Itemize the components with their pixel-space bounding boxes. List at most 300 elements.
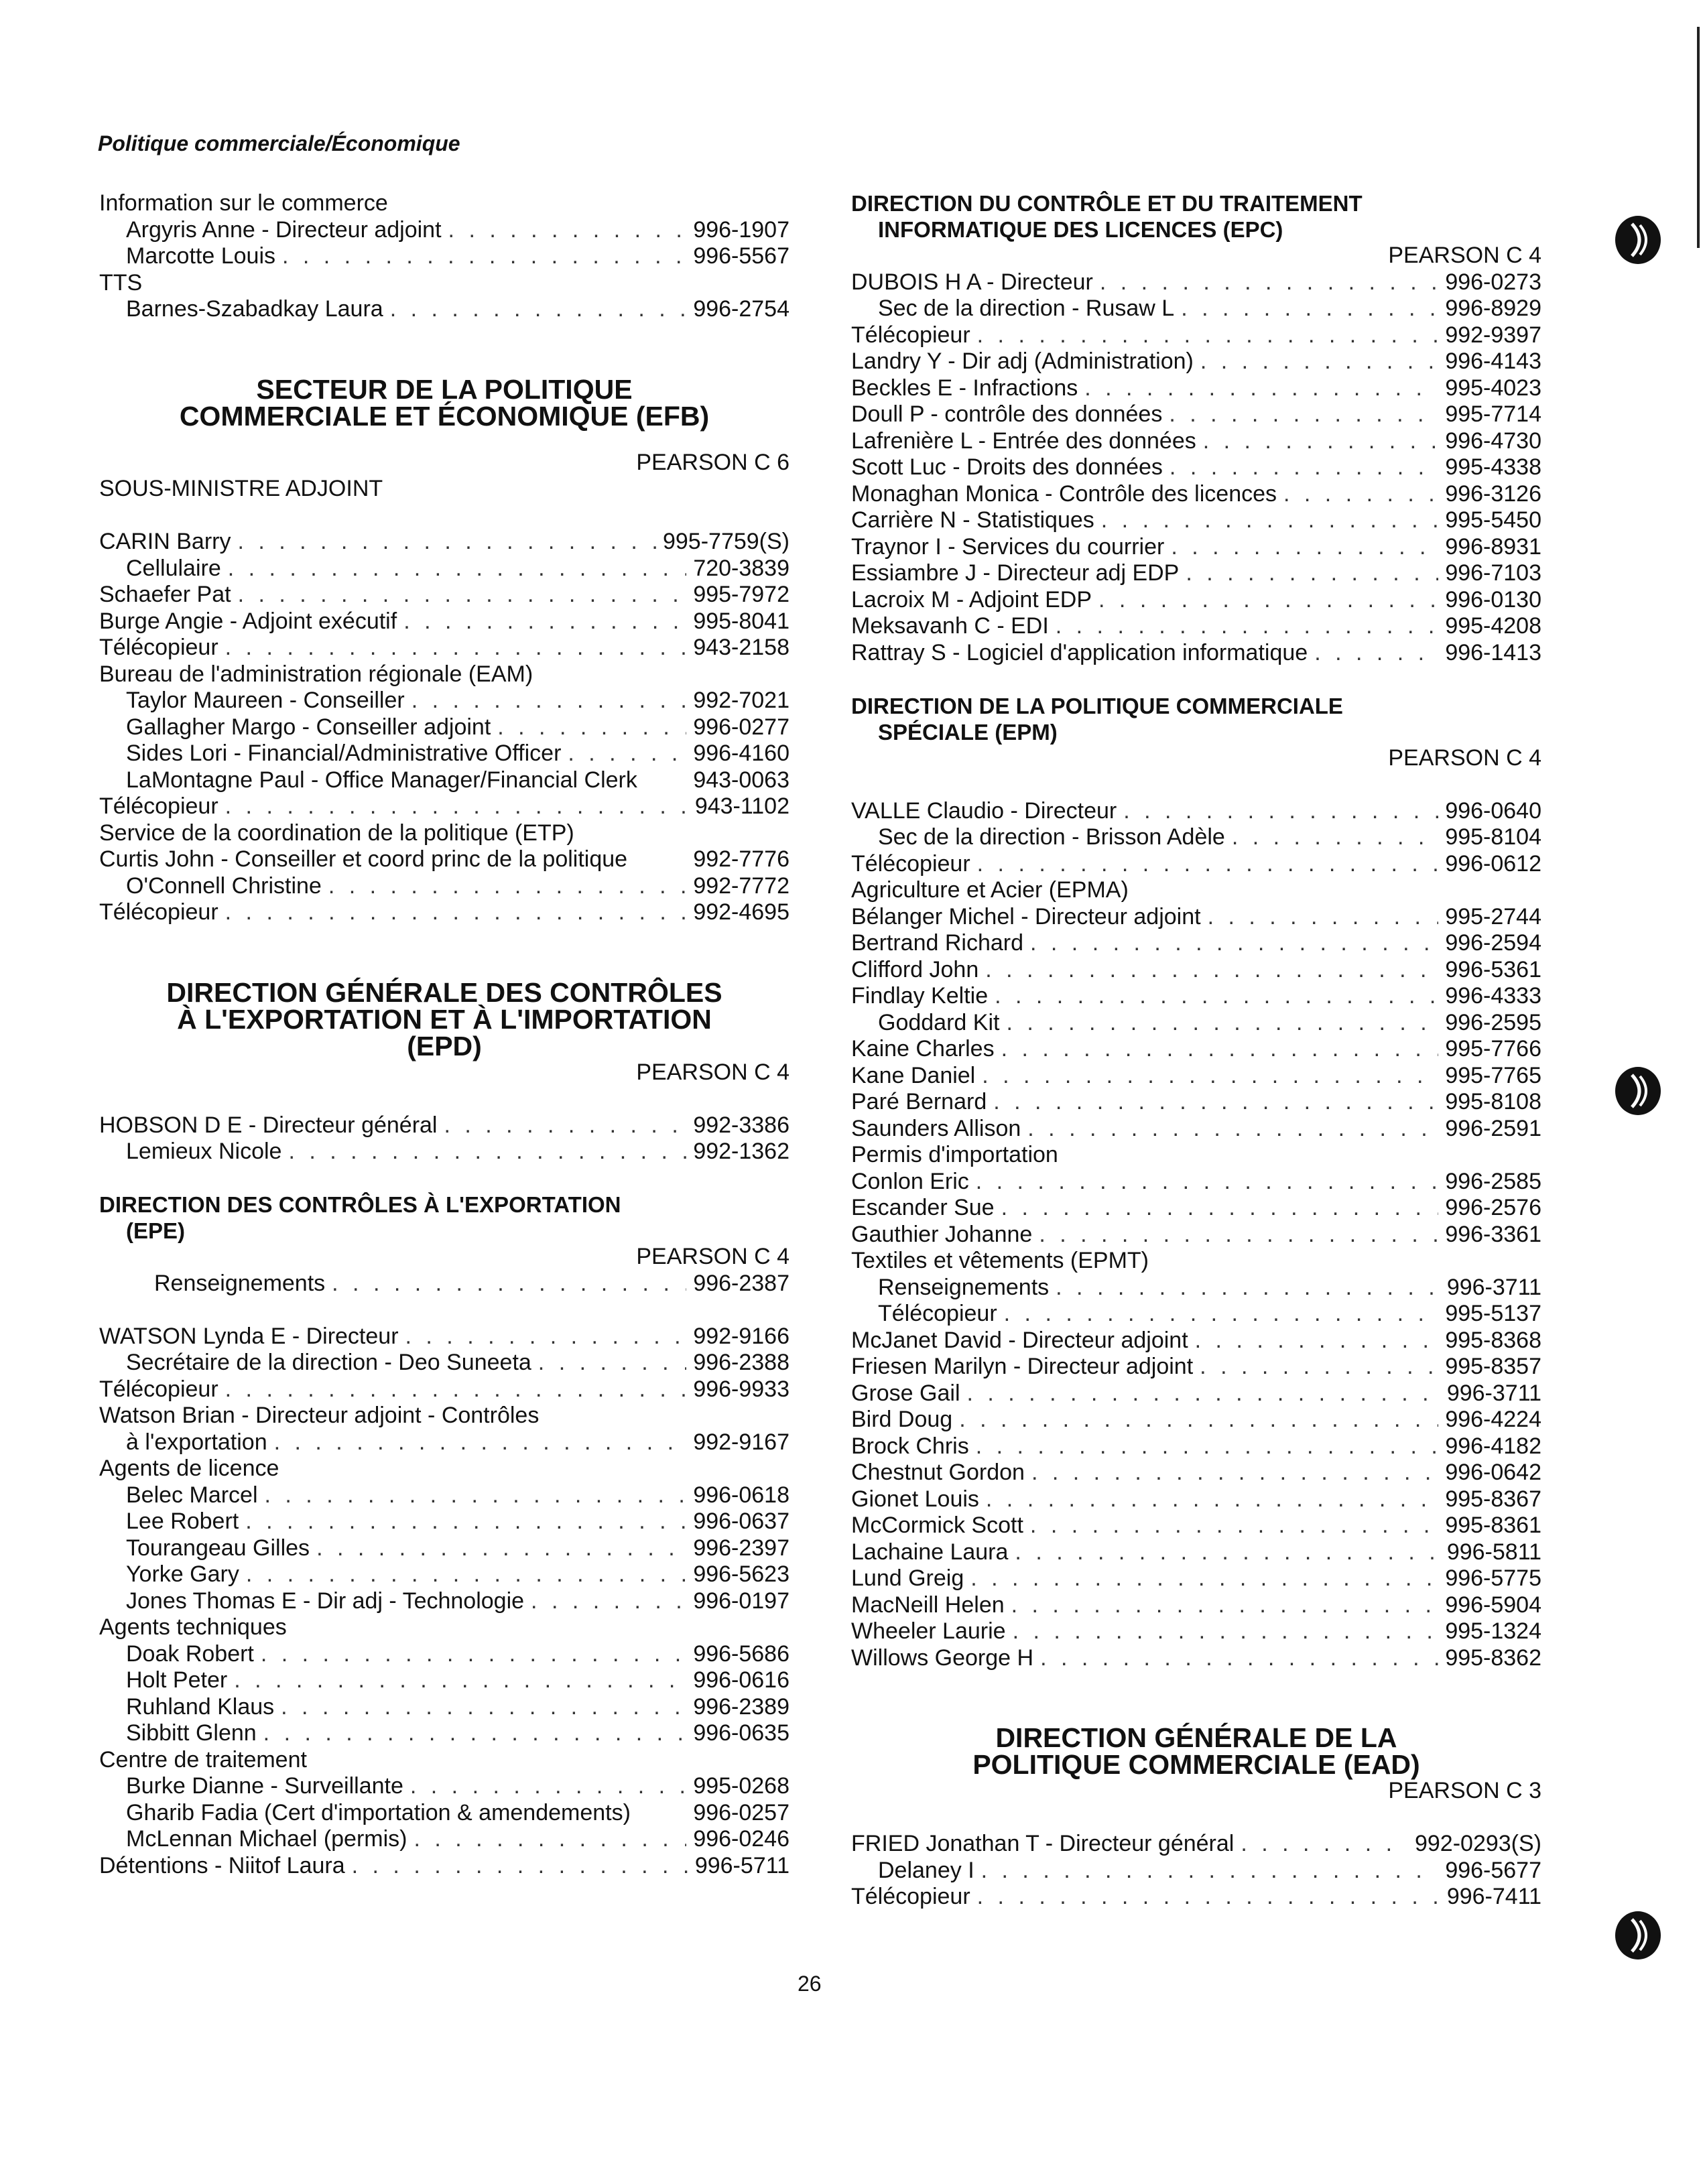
entry-phone: 996-0273	[1445, 269, 1541, 295]
entry-name: WATSON Lynda E - Directeur	[99, 1323, 399, 1349]
directory-entry	[851, 1063, 1541, 1090]
group-label: Information sur le commerce	[99, 190, 388, 216]
entry-phone: 996-2585	[1445, 1168, 1541, 1194]
entry-name: Doak Robert	[126, 1641, 254, 1667]
dot-leader	[261, 1641, 686, 1668]
entry-name: Curtis John - Conseiller et coord princ de la politique	[99, 846, 628, 872]
entry-phone: 995-7765	[1445, 1062, 1541, 1088]
entry-name: Burke Dianne - Surveillante	[126, 1773, 403, 1799]
entry-phone: 992-9166	[693, 1323, 790, 1349]
entry-name: Clifford John	[851, 956, 979, 982]
entry-phone: 992-4695	[693, 899, 790, 925]
entry-name: Friesen Marilyn - Directeur adjoint	[851, 1354, 1194, 1379]
entry-name: Renseignements	[878, 1274, 1050, 1300]
entry-phone: 992-9397	[1445, 322, 1541, 348]
section-title-line: DIRECTION GÉNÉRALE DES CONTRÔLES	[166, 976, 722, 1008]
location-label: PEARSON C 4	[1388, 745, 1541, 771]
section-epe	[99, 1192, 790, 1879]
dot-leader	[390, 296, 687, 323]
directory-entry	[851, 1460, 1541, 1486]
directory-entry	[851, 1354, 1541, 1380]
entry-name: Télécopieur	[99, 793, 218, 819]
entry-phone: 996-1907	[693, 216, 790, 243]
dot-leader	[1169, 401, 1438, 428]
entry-phone: 995-8357	[1445, 1354, 1541, 1379]
subsection-title-line: (EPE)	[126, 1218, 186, 1243]
directory-entry	[99, 556, 790, 582]
section-title-ead	[851, 1724, 1541, 1778]
entry-name: Marcotte Louis	[126, 243, 275, 269]
subsection-title-line: DIRECTION DES CONTRÔLES À L'EXPORTATION	[99, 1192, 621, 1217]
entry-phone: 996-0130	[1445, 586, 1541, 613]
directory-entry	[851, 1645, 1541, 1672]
directory-entry	[99, 1376, 790, 1403]
entry-name: Rattray S - Logiciel d'application informatique	[851, 639, 1308, 665]
group-label: Agriculture et Acier (EPMA)	[851, 877, 1129, 903]
dot-leader	[332, 1271, 686, 1297]
intro-block	[99, 190, 790, 323]
entry-phone: 995-4023	[1445, 375, 1541, 401]
entry-phone: 996-4333	[1445, 983, 1541, 1009]
group-label: TTS	[99, 269, 143, 296]
entry-name: Willows George H	[851, 1645, 1034, 1671]
directory-entry	[99, 529, 790, 556]
entry-phone: 996-2387	[693, 1270, 790, 1296]
entry-name: Lund Greig	[851, 1565, 964, 1591]
dot-leader	[993, 1089, 1438, 1116]
location-label: PEARSON C 4	[636, 1059, 790, 1085]
dot-leader	[1171, 534, 1438, 561]
entry-phone: 996-0246	[693, 1826, 790, 1852]
entry-phone: 996-5686	[693, 1641, 790, 1667]
spacer	[99, 1297, 790, 1324]
entry-phone: 996-0197	[693, 1588, 790, 1614]
entry-phone: 995-8368	[1445, 1327, 1541, 1353]
entry-phone: 996-2397	[693, 1535, 790, 1561]
entry-phone: 995-8104	[1445, 824, 1541, 850]
subsection-title-line: INFORMATIQUE DES LICENCES (EPC)	[878, 217, 1283, 242]
entry-phone: 995-5450	[1445, 507, 1541, 533]
entry-name: Gionet Louis	[851, 1486, 979, 1512]
entry-name: Tourangeau Gilles	[126, 1535, 310, 1561]
directory-entry	[99, 608, 790, 635]
entry-phone: 995-5137	[1445, 1301, 1541, 1326]
directory-entry	[851, 824, 1541, 851]
dot-leader	[995, 983, 1438, 1010]
entry-phone: 995-7972	[693, 582, 790, 607]
entry-name: McLennan Michael (permis)	[126, 1826, 407, 1852]
spacer	[99, 926, 790, 979]
entry-name: Gharib Fadia (Cert d'importation & amendements)	[126, 1799, 631, 1825]
dot-leader	[982, 1063, 1438, 1090]
section-title-line: SECTEUR DE LA POLITIQUE	[256, 373, 633, 405]
section-title-line: POLITIQUE COMMERCIALE (EAD)	[972, 1749, 1420, 1780]
entry-phone: 995-8367	[1445, 1486, 1541, 1512]
spacer	[851, 666, 1541, 693]
entry-phone: 995-1324	[1445, 1618, 1541, 1644]
entry-name: Burge Angie - Adjoint exécutif	[99, 608, 397, 634]
directory-entry	[99, 1853, 790, 1880]
punch-hole-icon	[1612, 1909, 1664, 1962]
entry-phone: 996-7411	[1446, 1884, 1541, 1909]
directory-entry	[851, 1380, 1541, 1407]
entry-name: O'Connell Christine	[126, 873, 322, 899]
dot-leader	[1101, 507, 1439, 534]
dot-leader	[1040, 1645, 1438, 1672]
location-label: PEARSON C 3	[1388, 1778, 1541, 1803]
entry-phone: 995-2744	[1445, 903, 1541, 929]
dot-leader	[1241, 1831, 1408, 1858]
entry-name: McCormick Scott	[851, 1513, 1023, 1538]
group-label: Permis d'importation	[851, 1142, 1058, 1167]
entry-name: McJanet David - Directeur adjoint	[851, 1327, 1188, 1353]
directory-entry	[851, 1301, 1541, 1328]
entry-name: Paré Bernard	[851, 1089, 987, 1114]
directory-entry	[851, 957, 1541, 984]
entry-name: Gauthier Johanne	[851, 1221, 1033, 1247]
entry-name: Schaefer Pat	[99, 582, 231, 607]
dot-leader	[414, 1826, 687, 1853]
group-label: Agents techniques	[99, 1614, 287, 1640]
directory-entry	[851, 454, 1541, 481]
directory-entry	[99, 741, 790, 767]
location-label: PEARSON C 4	[1388, 243, 1541, 268]
dot-leader	[1011, 1592, 1439, 1619]
group-label: Service de la coordination de la politique (ETP)	[99, 820, 574, 846]
entry-name: Renseignements	[154, 1270, 326, 1296]
entry-name: LaMontagne Paul - Office Manager/Financial Clerk	[126, 767, 637, 793]
dot-leader	[976, 1169, 1439, 1196]
entry-phone: 995-8362	[1445, 1645, 1541, 1671]
entry-name: Carrière N - Statistiques	[851, 507, 1094, 533]
entry-name: Bertrand Richard	[851, 930, 1024, 956]
spacer	[851, 771, 1541, 798]
directory-entry	[851, 1195, 1541, 1222]
directory-entry	[99, 1350, 790, 1376]
entry-name: Lee Robert	[126, 1508, 239, 1534]
entry-name: Yorke Gary	[126, 1561, 239, 1587]
directory-entry	[851, 1858, 1541, 1884]
entry-name: Doull P - contrôle des données	[851, 401, 1163, 427]
dot-leader	[1208, 904, 1439, 931]
directory-entry	[99, 846, 790, 873]
entry-name: Taylor Maureen - Conseiller	[126, 688, 405, 713]
directory-entry	[851, 1618, 1541, 1645]
section-efb	[99, 373, 790, 926]
entry-phone: 996-4143	[1445, 348, 1541, 374]
directory-entry	[851, 613, 1541, 640]
entry-phone: 996-9933	[693, 1376, 790, 1402]
directory-entry	[99, 582, 790, 608]
directory-entry	[851, 481, 1541, 508]
entry-name: Barnes-Szabadkay Laura	[126, 296, 383, 322]
entry-name: Jones Thomas E - Dir adj - Technologie	[126, 1588, 525, 1614]
directory-entry	[851, 851, 1541, 878]
directory-entry	[99, 296, 790, 323]
directory-entry	[851, 904, 1541, 931]
directory-entry	[851, 507, 1541, 534]
dot-leader	[568, 741, 686, 767]
dot-leader	[403, 608, 686, 635]
entry-phone: 992-7772	[693, 873, 790, 899]
dot-leader	[225, 793, 688, 820]
directory-entry	[851, 1884, 1541, 1911]
section-epc	[851, 190, 1541, 666]
directory-entry	[851, 269, 1541, 296]
entry-phone: 996-5677	[1445, 1857, 1541, 1883]
dot-leader	[245, 1508, 686, 1535]
dot-leader	[977, 851, 1439, 878]
dot-leader	[228, 556, 687, 582]
directory-entry	[851, 1328, 1541, 1354]
dot-leader	[1203, 428, 1439, 455]
directory-entry	[851, 930, 1541, 957]
directory-entry	[99, 1694, 790, 1721]
page-header: Politique commerciale/Économique	[98, 131, 460, 155]
entry-name: Télécopieur	[99, 635, 218, 660]
spacer	[99, 1086, 790, 1112]
entry-phone: 995-7714	[1445, 401, 1541, 427]
dot-leader	[444, 1112, 687, 1139]
entry-phone: 996-0618	[693, 1482, 790, 1508]
entry-phone: 996-8931	[1445, 533, 1541, 560]
dot-leader	[225, 635, 687, 661]
entry-name: Traynor I - Services du courrier	[851, 533, 1165, 560]
subsection-title-line: SPÉCIALE (EPM)	[878, 719, 1058, 745]
entry-phone: 992-1362	[693, 1139, 790, 1164]
dot-leader	[281, 1694, 686, 1721]
subsection-title-line: DIRECTION DU CONTRÔLE ET DU TRAITEMENT	[851, 191, 1363, 216]
entry-phone: 996-4182	[1445, 1433, 1541, 1459]
dot-leader	[1001, 1195, 1439, 1222]
dot-leader	[970, 1565, 1438, 1592]
punch-hole-icon	[1612, 213, 1664, 267]
directory-entry	[851, 587, 1541, 614]
dot-leader	[1056, 613, 1439, 640]
dot-leader	[1030, 930, 1438, 957]
entry-phone: 996-3126	[1445, 480, 1541, 507]
page-edge-shadow	[1697, 27, 1700, 248]
dot-leader	[977, 1884, 1440, 1911]
group-label: Watson Brian - Directeur adjoint - Contrôles	[99, 1403, 540, 1428]
dot-leader	[1100, 269, 1438, 296]
entry-name: Saunders Allison	[851, 1115, 1021, 1141]
entry-phone: 996-0612	[1445, 850, 1541, 877]
entry-phone: 996-8929	[1445, 296, 1541, 321]
entry-name: HOBSON D E - Directeur général	[99, 1112, 438, 1138]
directory-entry	[851, 560, 1541, 587]
entry-name: Sec de la direction - Brisson Adèle	[878, 824, 1225, 850]
section-epm	[851, 693, 1541, 1672]
entry-phone: 996-5361	[1445, 956, 1541, 982]
dot-leader	[981, 1858, 1439, 1884]
directory-entry	[851, 1036, 1541, 1063]
entry-phone: 996-2594	[1445, 930, 1541, 956]
directory-entry	[99, 1482, 790, 1509]
dot-leader	[1181, 296, 1438, 322]
entry-phone: 943-1102	[694, 793, 790, 819]
dot-leader	[237, 529, 656, 556]
directory-entry	[851, 640, 1541, 667]
directory-entry	[99, 899, 790, 926]
spacer	[851, 1805, 1541, 1832]
dot-leader	[1195, 1328, 1439, 1354]
directory-entry	[99, 1271, 790, 1297]
entry-name: Argyris Anne - Directeur adjoint	[126, 216, 442, 243]
dot-leader	[1200, 348, 1438, 375]
entry-name: DUBOIS H A - Directeur	[851, 269, 1093, 295]
entry-phone: 996-2595	[1445, 1009, 1541, 1035]
section-title-line: COMMERCIALE ET ÉCONOMIQUE (EFB)	[179, 400, 710, 432]
dot-leader	[497, 714, 686, 741]
subsection-title-epm	[851, 693, 1541, 745]
entry-name: Bird Doug	[851, 1407, 953, 1432]
entries-epe	[99, 1271, 790, 1880]
dot-leader	[1015, 1539, 1440, 1566]
dot-leader	[448, 217, 687, 244]
directory-entry	[99, 1667, 790, 1694]
group-label: Textiles et vêtements (EPMT)	[851, 1248, 1149, 1273]
dot-leader	[959, 1407, 1438, 1433]
entry-name: Holt Peter	[126, 1667, 228, 1693]
group-label: Bureau de l'administration régionale (EAM)	[99, 661, 533, 687]
group-label: Centre de traitement	[99, 1746, 307, 1773]
directory-entry	[99, 1641, 790, 1668]
entry-phone: 995-0268	[693, 1773, 790, 1799]
entry-phone: 996-5775	[1445, 1565, 1541, 1591]
directory-entry	[99, 635, 790, 661]
directory-entry	[851, 1407, 1541, 1433]
right-column	[851, 190, 1541, 1911]
directory-entry	[99, 1508, 790, 1535]
entry-name: Télécopieur	[99, 1376, 218, 1402]
entry-phone: 992-9167	[693, 1429, 790, 1455]
directory-entry	[99, 1588, 790, 1615]
dot-leader	[410, 1773, 686, 1800]
dot-leader	[352, 1853, 688, 1880]
directory-entry	[851, 1089, 1541, 1116]
entry-phone: 996-5567	[693, 243, 790, 269]
spacer	[99, 503, 790, 529]
entry-phone: 996-5711	[694, 1852, 790, 1878]
spacer	[99, 1165, 790, 1192]
entry-name: Gallagher Margo - Conseiller adjoint	[126, 714, 491, 740]
entry-name: Lemieux Nicole	[126, 1139, 282, 1164]
directory-entry	[851, 1486, 1541, 1513]
entry-phone: 996-5623	[693, 1561, 790, 1587]
directory-entry	[99, 1773, 790, 1800]
entry-phone: 996-3711	[1446, 1274, 1541, 1300]
entry-name: Goddard Kit	[878, 1009, 1000, 1035]
entry-name: Lacroix M - Adjoint EDP	[851, 586, 1092, 613]
dot-leader	[977, 322, 1439, 349]
dot-leader	[976, 1433, 1439, 1460]
entry-name: Brock Chris	[851, 1433, 969, 1459]
section-epd	[99, 976, 790, 1165]
entries-ead	[851, 1805, 1541, 1911]
directory-entry	[851, 534, 1541, 561]
directory-entry	[99, 243, 790, 270]
directory-entry	[851, 1831, 1541, 1858]
entry-phone: 720-3839	[693, 555, 790, 581]
directory-entry	[851, 1592, 1541, 1619]
directory-entry	[851, 983, 1541, 1010]
directory-entry	[99, 1826, 790, 1853]
directory-entry	[99, 1429, 790, 1456]
entry-name: Kaine Charles	[851, 1036, 995, 1062]
directory-entry	[851, 1513, 1541, 1539]
dot-leader	[238, 582, 687, 608]
entry-phone: 996-4730	[1445, 428, 1541, 454]
entry-phone: 996-3361	[1445, 1221, 1541, 1247]
entry-phone: 996-0257	[693, 1799, 790, 1825]
entry-name: Télécopieur	[851, 322, 970, 348]
dot-leader	[234, 1667, 686, 1694]
dot-leader	[1031, 1460, 1438, 1486]
entry-name: Lachaine Laura	[851, 1539, 1009, 1565]
dot-leader	[1186, 560, 1438, 587]
dot-leader	[1123, 798, 1438, 825]
group-label: SOUS-MINISTRE ADJOINT	[99, 476, 383, 501]
entry-name: Beckles E - Infractions	[851, 375, 1078, 401]
location-label: PEARSON C 6	[636, 449, 790, 475]
entry-name: Détentions - Niitof Laura	[99, 1852, 345, 1878]
entry-phone: 995-4208	[1445, 613, 1541, 639]
dot-leader	[328, 873, 686, 900]
entry-name: Grose Gail	[851, 1380, 960, 1406]
entry-name: à l'exportation	[126, 1429, 267, 1455]
directory-entry	[99, 1561, 790, 1588]
dot-leader	[1004, 1301, 1439, 1328]
dot-leader	[316, 1535, 686, 1562]
entry-name: Chestnut Gordon	[851, 1460, 1025, 1485]
dot-leader	[1027, 1116, 1438, 1143]
directory-entry	[99, 1324, 790, 1350]
dot-leader	[1314, 640, 1438, 667]
directory-entry	[99, 1800, 790, 1827]
entries-epc	[851, 269, 1541, 667]
directory-entry	[99, 793, 790, 820]
entries-epd	[99, 1086, 790, 1165]
subsection-title-epe	[99, 1192, 790, 1244]
entry-phone: 995-7766	[1445, 1036, 1541, 1062]
entry-name: Télécopieur	[851, 850, 970, 877]
entry-name: Bélanger Michel - Directeur adjoint	[851, 903, 1201, 929]
entry-name: Kane Daniel	[851, 1062, 976, 1088]
entries-efb	[99, 476, 790, 926]
dot-leader	[1232, 824, 1438, 851]
entry-phone: 996-0637	[693, 1508, 790, 1534]
entries-epm	[851, 771, 1541, 1671]
directory-entry	[851, 1169, 1541, 1196]
entry-name: Sec de la direction - Rusaw L	[878, 296, 1175, 321]
directory-entry	[851, 1433, 1541, 1460]
entry-phone: 995-8041	[693, 608, 790, 634]
dot-leader	[1006, 1010, 1438, 1037]
section-title-line: DIRECTION GÉNÉRALE DE LA	[995, 1722, 1397, 1753]
entry-name: FRIED Jonathan T - Directeur général	[851, 1831, 1235, 1856]
directory-entry	[99, 1112, 790, 1139]
entry-name: Lafrenière L - Entrée des données	[851, 428, 1196, 454]
dot-leader	[225, 899, 687, 926]
dot-leader	[246, 1561, 686, 1588]
entry-phone: 996-2591	[1445, 1115, 1541, 1141]
dot-leader	[531, 1588, 686, 1615]
entry-name: Monaghan Monica - Contrôle des licences	[851, 480, 1277, 507]
entry-name: Cellulaire	[126, 555, 221, 581]
entry-name: Conlon Eric	[851, 1168, 969, 1194]
entry-name: Scott Luc - Droits des données	[851, 454, 1163, 480]
